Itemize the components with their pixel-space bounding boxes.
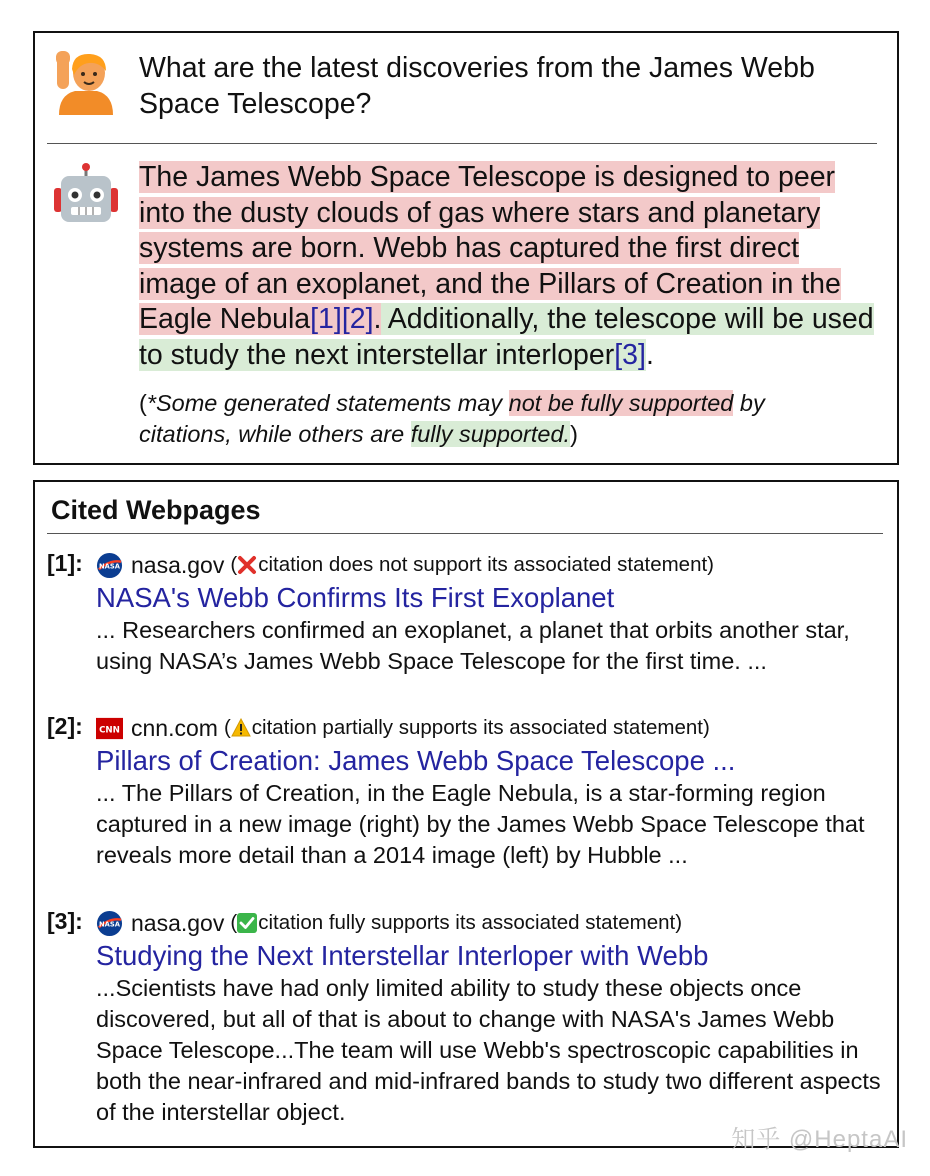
robot-icon [53, 162, 119, 228]
verdict-text: citation partially supports its associated statement) [251, 716, 710, 739]
nasa-logo-icon [96, 552, 123, 579]
cited-webpages-title: Cited Webpages [51, 495, 261, 525]
citation-number: [3]: [47, 908, 83, 934]
person-raising-hand-icon [53, 49, 119, 115]
webpage-link[interactable]: NASA's Webb Confirms Its First Exoplanet [96, 582, 615, 613]
watermark: 知乎 @HeptaAI [731, 1126, 908, 1153]
divider [47, 533, 883, 534]
verdict-paren: ( [223, 716, 231, 739]
warning-icon [231, 718, 251, 738]
red-x-icon [237, 555, 257, 575]
unsupported-text: The James Webb Space Telescope is designed to peer into the dusty clouds of gas where stars and planetary systems are born. Webb has captured the first direct image of an exoplanet, and the Pillars of Creation in the Eagle Nebula [139, 161, 841, 335]
answer-text [139, 160, 874, 373]
source-line [96, 908, 888, 938]
webpage-snippet: ... Researchers confirmed an exoplanet, a planet that orbits another star, using NASA’s James Webb Space Telescope for the first time. ... [96, 617, 850, 674]
supported-text: Additionally, the telescope will be used to study the next interstellar interloper [139, 303, 874, 371]
citation-marker-3[interactable]: [3] [614, 338, 646, 371]
divider [47, 143, 877, 144]
citation-verdict [224, 713, 710, 743]
citation-entry-1 [47, 550, 887, 680]
note-unsupported-phrase: not be fully supported [508, 390, 734, 416]
svg-text:NASA: NASA [99, 561, 120, 570]
webpage-link[interactable]: Pillars of Creation: James Webb Space Telescope ... [96, 745, 736, 776]
webpage-link[interactable]: Studying the Next Interstellar Interloper with Webb [96, 940, 709, 971]
citation-entry-2 [47, 713, 887, 873]
note-prefix: *Some generated statements may [146, 390, 509, 416]
note-paren: ( [139, 390, 147, 416]
cited-webpages-panel [33, 480, 899, 1148]
period: . [373, 303, 382, 335]
cnn-logo-icon [96, 715, 123, 742]
site-domain: cnn.com [131, 715, 218, 741]
verdict-paren: ( [230, 911, 238, 934]
legend-note [139, 388, 859, 450]
green-check-icon [237, 913, 257, 933]
webpage-snippet: ...Scientists have had only limited ability to study these objects once discovered, but all of that is about to change with NASA's James Webb Space Telescope...The team will use Webb's spectroscopic capabilities in both the near-infrared and mid-infrared bands to study two different aspects of the interstellar object. [96, 975, 881, 1125]
site-domain: nasa.gov [131, 910, 225, 936]
source-line [96, 713, 888, 743]
svg-text:CNN: CNN [99, 724, 120, 735]
question-text: What are the latest discoveries from the James Webb Space Telescope? [139, 52, 815, 120]
qa-panel [33, 31, 899, 465]
svg-text:NASA: NASA [99, 919, 120, 928]
period: . [645, 338, 654, 371]
citation-number: [1]: [47, 550, 83, 576]
site-domain: nasa.gov [131, 552, 225, 578]
citation-number: [2]: [47, 713, 83, 739]
note-middle: by citations, while others are [139, 390, 765, 447]
citation-entry-3 [47, 908, 887, 1128]
webpage-snippet: ... The Pillars of Creation, in the Eagle Nebula, is a star-forming region captured in a new image (right) by the James Webb Space Telescope that reveals more detail than a 2014 image (left) by Hubble ... [96, 780, 865, 868]
citation-verdict [230, 908, 682, 938]
verdict-text: citation fully supports its associated statement) [258, 911, 683, 934]
note-paren: ) [570, 421, 578, 447]
source-line [96, 550, 888, 580]
verdict-paren: ( [230, 553, 238, 576]
citation-verdict [230, 550, 714, 580]
note-supported-phrase: fully supported. [410, 421, 571, 447]
citation-markers-1-2[interactable]: [1][2] [310, 303, 374, 335]
verdict-text: citation does not support its associated statement) [258, 553, 714, 576]
nasa-logo-icon [96, 910, 123, 937]
